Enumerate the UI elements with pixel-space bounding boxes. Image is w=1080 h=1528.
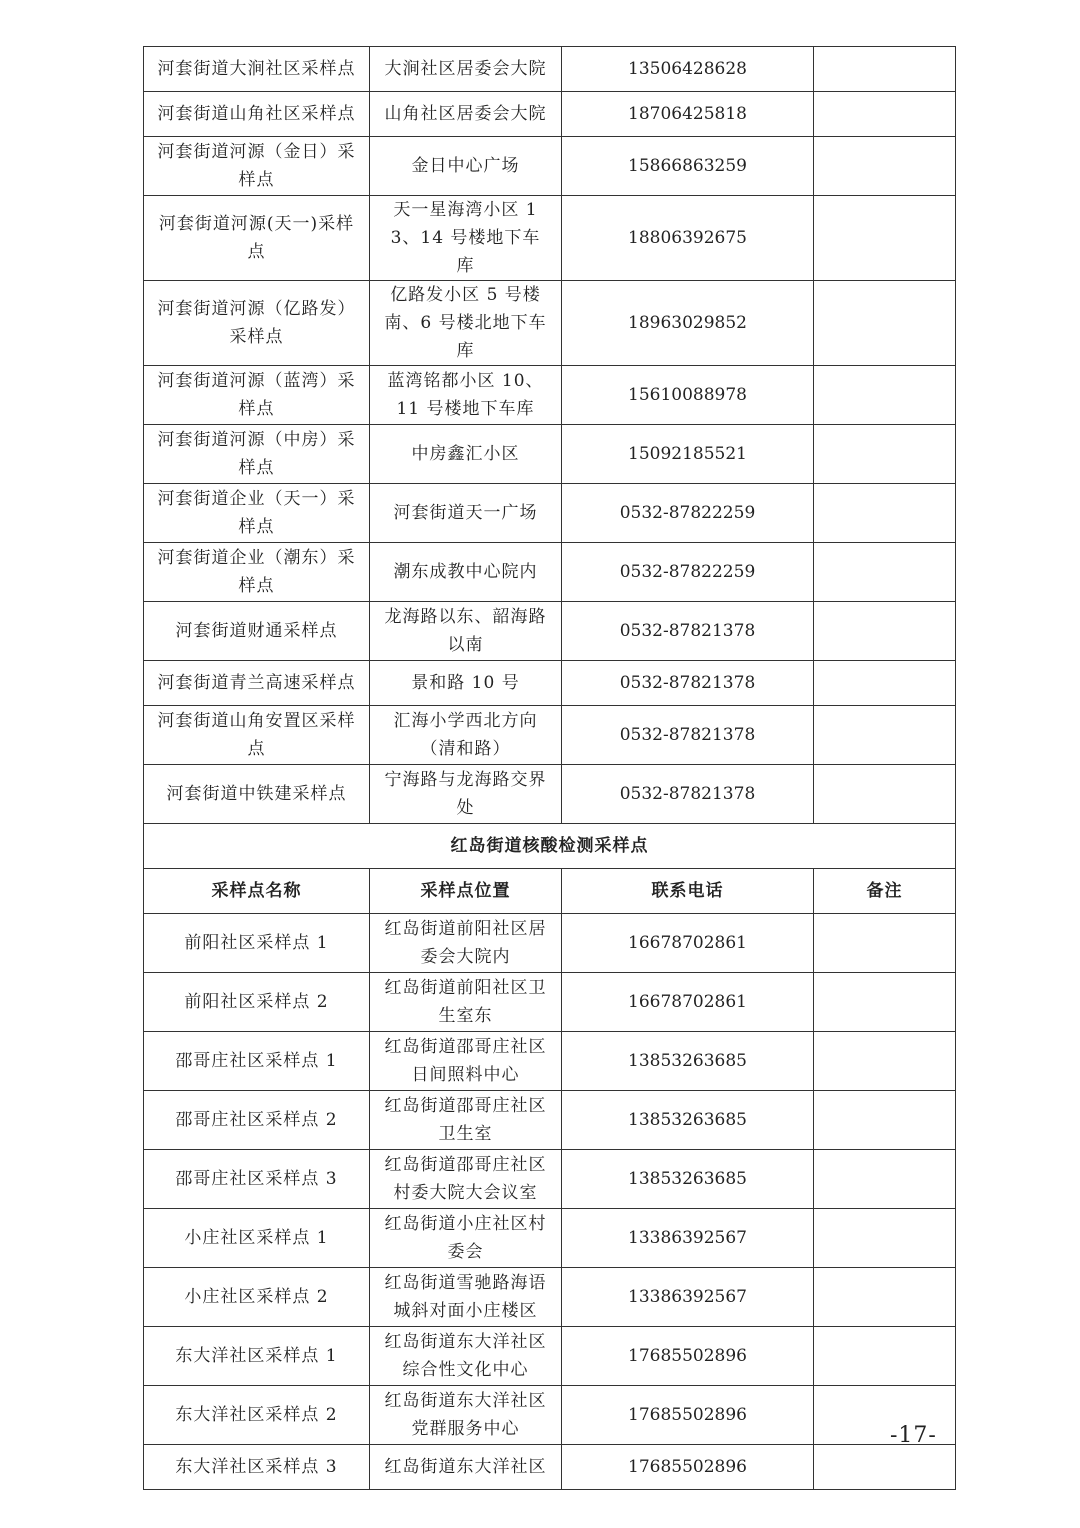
header-site-name: 采样点名称	[144, 869, 370, 914]
note-cell	[814, 484, 956, 543]
contact-phone-cell: 13506428628	[562, 47, 814, 92]
table-row	[144, 281, 956, 366]
table-row	[144, 1209, 956, 1268]
note-cell	[814, 602, 956, 661]
note-cell	[814, 366, 956, 425]
note-cell	[814, 137, 956, 196]
note-cell	[814, 425, 956, 484]
hongdao-section-title: 红岛街道核酸检测采样点	[144, 824, 956, 869]
note-cell	[814, 1445, 956, 1490]
note-cell	[814, 973, 956, 1032]
note-cell	[814, 281, 956, 366]
note-cell	[814, 92, 956, 137]
site-name-cell: 东大洋社区采样点 3	[144, 1445, 370, 1490]
note-cell	[814, 1268, 956, 1327]
table-row	[144, 196, 956, 281]
note-cell	[814, 661, 956, 706]
site-location-cell: 红岛街道东大洋社区	[370, 1445, 562, 1490]
table-row	[144, 1445, 956, 1490]
site-name-cell: 河套街道河源(天一)采样点	[144, 196, 370, 281]
site-name-cell: 河套街道河源（中房）采样点	[144, 425, 370, 484]
header-contact-phone: 联系电话	[562, 869, 814, 914]
contact-phone-cell: 0532-87822259	[562, 543, 814, 602]
header-site-location: 采样点位置	[370, 869, 562, 914]
site-location-cell: 龙海路以东、韶海路以南	[370, 602, 562, 661]
note-cell	[814, 914, 956, 973]
contact-phone-cell: 18706425818	[562, 92, 814, 137]
contact-phone-cell: 16678702861	[562, 973, 814, 1032]
site-location-cell: 宁海路与龙海路交界处	[370, 765, 562, 824]
note-cell	[814, 543, 956, 602]
site-name-cell: 河套街道中铁建采样点	[144, 765, 370, 824]
site-location-cell: 红岛街道前阳社区卫生室东	[370, 973, 562, 1032]
table-row	[144, 602, 956, 661]
contact-phone-cell: 13853263685	[562, 1091, 814, 1150]
contact-phone-cell: 15092185521	[562, 425, 814, 484]
header-note: 备注	[814, 869, 956, 914]
site-location-cell: 河套街道天一广场	[370, 484, 562, 543]
site-name-cell: 河套街道企业（天一）采样点	[144, 484, 370, 543]
hongdao-section-row	[144, 824, 956, 869]
table-row	[144, 543, 956, 602]
table-row	[144, 1268, 956, 1327]
site-name-cell: 小庄社区采样点 1	[144, 1209, 370, 1268]
site-location-cell: 红岛街道邵哥庄社区日间照料中心	[370, 1032, 562, 1091]
site-name-cell: 邵哥庄社区采样点 1	[144, 1032, 370, 1091]
note-cell	[814, 1032, 956, 1091]
site-location-cell: 红岛街道雪驰路海语城斜对面小庄楼区	[370, 1268, 562, 1327]
table-row	[144, 425, 956, 484]
contact-phone-cell: 13386392567	[562, 1268, 814, 1327]
table-row	[144, 1032, 956, 1091]
contact-phone-cell: 15866863259	[562, 137, 814, 196]
site-location-cell: 天一星海湾小区 13、14 号楼地下车库	[370, 196, 562, 281]
site-location-cell: 红岛街道小庄社区村委会	[370, 1209, 562, 1268]
hongdao-sites-body	[144, 914, 956, 1490]
site-location-cell: 潮东成教中心院内	[370, 543, 562, 602]
note-cell	[814, 1209, 956, 1268]
site-name-cell: 邵哥庄社区采样点 2	[144, 1091, 370, 1150]
site-name-cell: 前阳社区采样点 1	[144, 914, 370, 973]
site-location-cell: 红岛街道邵哥庄社区卫生室	[370, 1091, 562, 1150]
page-number: -17-	[890, 1423, 937, 1448]
table-row	[144, 1150, 956, 1209]
site-location-cell: 汇海小学西北方向（清和路）	[370, 706, 562, 765]
site-location-cell: 景和路 10 号	[370, 661, 562, 706]
contact-phone-cell: 13853263685	[562, 1032, 814, 1091]
site-name-cell: 河套街道山角安置区采样点	[144, 706, 370, 765]
site-name-cell: 河套街道河源（金日）采样点	[144, 137, 370, 196]
table-row	[144, 973, 956, 1032]
site-name-cell: 邵哥庄社区采样点 3	[144, 1150, 370, 1209]
site-name-cell: 河套街道财通采样点	[144, 602, 370, 661]
contact-phone-cell: 0532-87821378	[562, 661, 814, 706]
site-name-cell: 河套街道大涧社区采样点	[144, 47, 370, 92]
table-row	[144, 661, 956, 706]
hetao-sites-body	[144, 47, 956, 914]
site-name-cell: 前阳社区采样点 2	[144, 973, 370, 1032]
site-name-cell: 小庄社区采样点 2	[144, 1268, 370, 1327]
site-name-cell: 河套街道山角社区采样点	[144, 92, 370, 137]
contact-phone-cell: 13386392567	[562, 1209, 814, 1268]
contact-phone-cell: 0532-87821378	[562, 765, 814, 824]
contact-phone-cell: 17685502896	[562, 1386, 814, 1445]
contact-phone-cell: 15610088978	[562, 366, 814, 425]
contact-phone-cell: 17685502896	[562, 1327, 814, 1386]
site-location-cell: 大涧社区居委会大院	[370, 47, 562, 92]
site-location-cell: 山角社区居委会大院	[370, 92, 562, 137]
contact-phone-cell: 17685502896	[562, 1445, 814, 1490]
note-cell	[814, 1150, 956, 1209]
note-cell	[814, 196, 956, 281]
table-row	[144, 706, 956, 765]
contact-phone-cell: 0532-87821378	[562, 602, 814, 661]
table-row	[144, 47, 956, 92]
contact-phone-cell: 13853263685	[562, 1150, 814, 1209]
site-location-cell: 红岛街道东大洋社区党群服务中心	[370, 1386, 562, 1445]
table-row	[144, 1327, 956, 1386]
table-header-row	[144, 869, 956, 914]
table-row	[144, 137, 956, 196]
contact-phone-cell: 16678702861	[562, 914, 814, 973]
table-row	[144, 765, 956, 824]
note-cell	[814, 706, 956, 765]
contact-phone-cell: 18963029852	[562, 281, 814, 366]
table-row	[144, 1091, 956, 1150]
contact-phone-cell: 0532-87821378	[562, 706, 814, 765]
site-location-cell: 红岛街道前阳社区居委会大院内	[370, 914, 562, 973]
site-name-cell: 东大洋社区采样点 1	[144, 1327, 370, 1386]
note-cell	[814, 765, 956, 824]
site-location-cell: 红岛街道邵哥庄社区村委大院大会议室	[370, 1150, 562, 1209]
site-name-cell: 河套街道河源（蓝湾）采样点	[144, 366, 370, 425]
site-location-cell: 金日中心广场	[370, 137, 562, 196]
note-cell	[814, 1091, 956, 1150]
site-location-cell: 亿路发小区 5 号楼南、6 号楼北地下车库	[370, 281, 562, 366]
contact-phone-cell: 0532-87822259	[562, 484, 814, 543]
table-row	[144, 92, 956, 137]
sampling-sites-table	[143, 46, 956, 1490]
note-cell	[814, 47, 956, 92]
table-row	[144, 484, 956, 543]
note-cell	[814, 1327, 956, 1386]
table-row	[144, 1386, 956, 1445]
table-row	[144, 366, 956, 425]
site-location-cell: 红岛街道东大洋社区综合性文化中心	[370, 1327, 562, 1386]
contact-phone-cell: 18806392675	[562, 196, 814, 281]
site-location-cell: 蓝湾铭都小区 10、11 号楼地下车库	[370, 366, 562, 425]
site-name-cell: 河套街道企业（潮东）采样点	[144, 543, 370, 602]
site-name-cell: 东大洋社区采样点 2	[144, 1386, 370, 1445]
table-row	[144, 914, 956, 973]
site-name-cell: 河套街道河源（亿路发）采样点	[144, 281, 370, 366]
site-location-cell: 中房鑫汇小区	[370, 425, 562, 484]
site-name-cell: 河套街道青兰高速采样点	[144, 661, 370, 706]
